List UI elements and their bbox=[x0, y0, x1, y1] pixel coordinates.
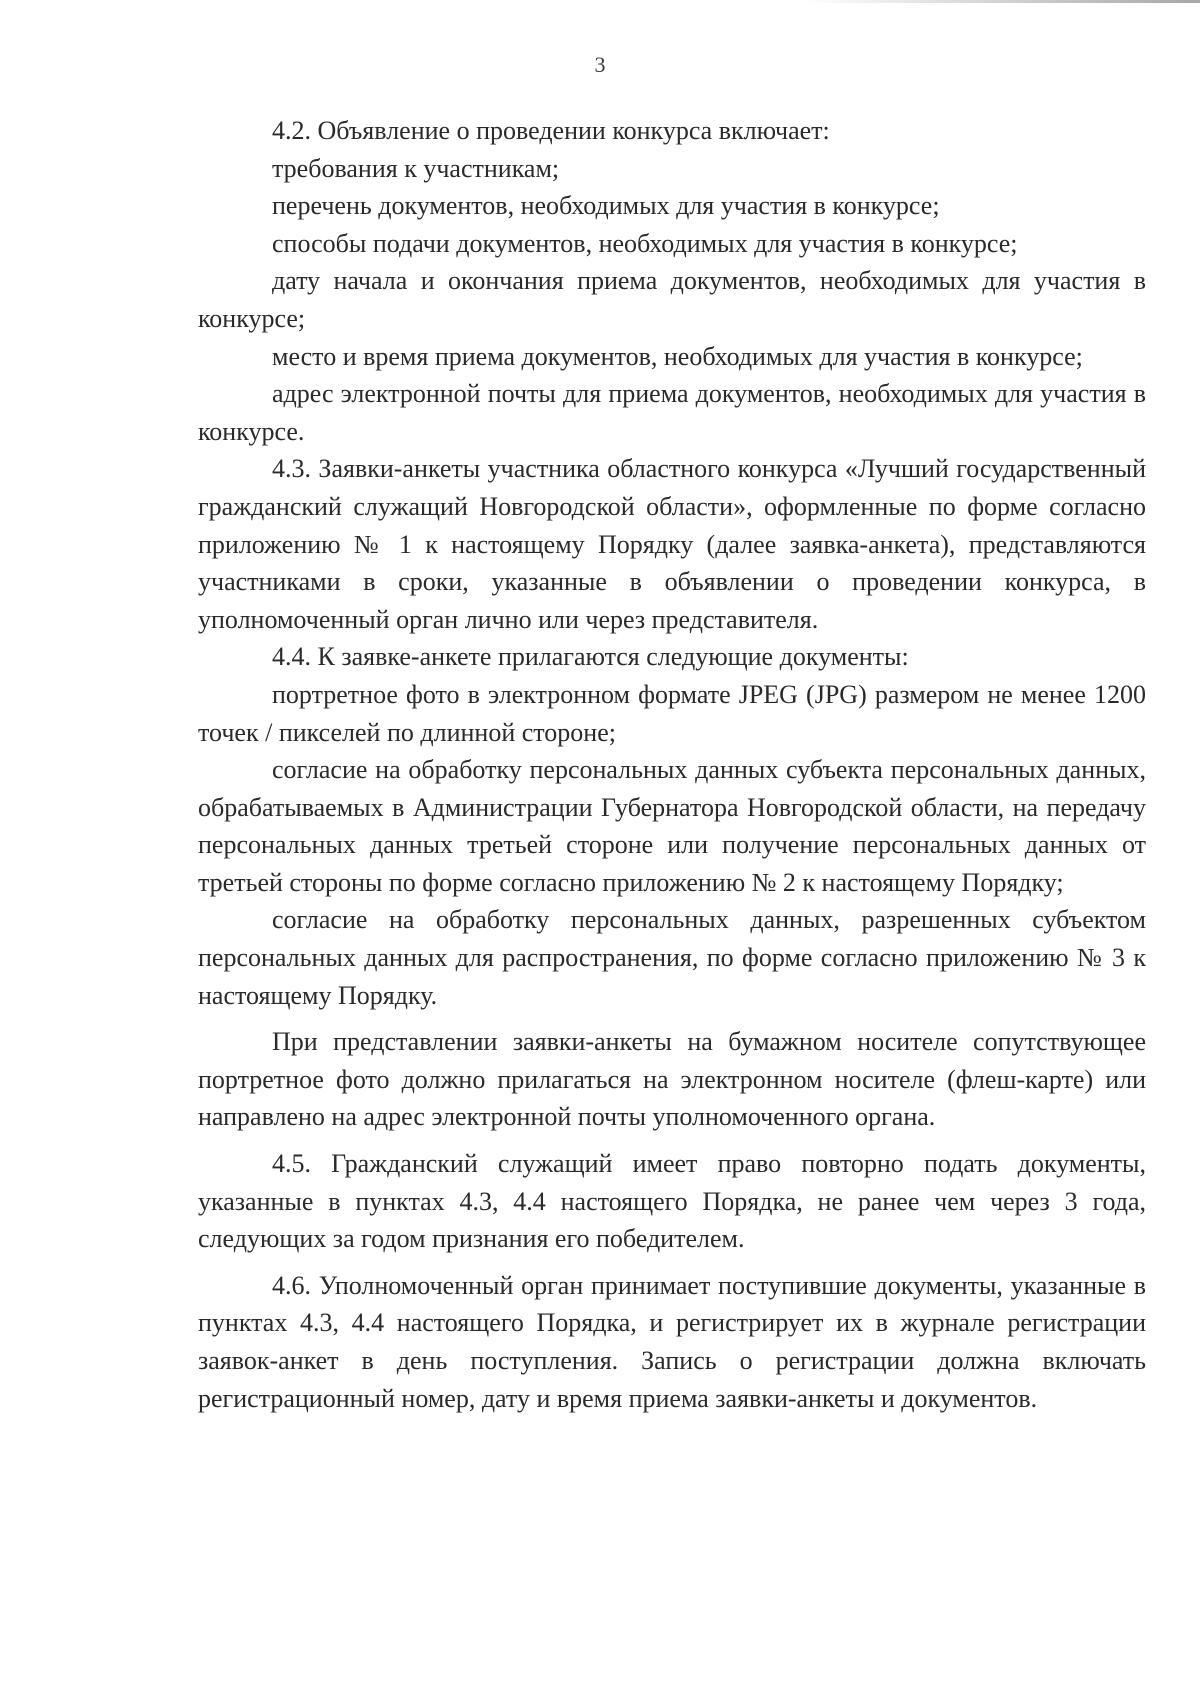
paragraph-4-6: 4.6. Уполномоченный орган принимает поступившие документы, указанные в пунктах 4.3, 4.4 настоящего Порядка, и регистрирует их в журнале регистрации заявок-анкет в день поступления. Запись о регистрации должна включать регистрационный номер, дату и время приема заявки-анкеты и документов. bbox=[198, 1270, 1146, 1413]
list-item-photo: портретное фото в электронном формате JPEG (JPG) размером не менее 1200 точек / пикселей по длинной стороне; bbox=[198, 679, 1146, 747]
list-item-dates: дату начала и окончания приема документов, необходимых для участия в конкурсе; bbox=[198, 266, 1146, 333]
list-item-consent-processing: согласие на обработку персональных данных субъекта персональных данных, обрабатываемых в Администрации Губернатора Новгородской области, на передачу персональных данных третьей стороне или получение персональных данных от третьей стороны по форме согласно приложению № 2 к настоящему Порядку; bbox=[198, 755, 1146, 897]
list-item-document-list: перечень документов, необходимых для участия в конкурсе; bbox=[272, 191, 940, 221]
page-number: 3 bbox=[594, 52, 606, 77]
list-item-consent-distribution: согласие на обработку персональных данных, разрешенных субъектом персональных данных для распространения, по форме согласно приложению № 3 к настоящему Порядку. bbox=[198, 905, 1146, 1010]
paragraph-4-2: 4.2. Объявление о проведении конкурса включает: bbox=[272, 116, 830, 145]
paragraph-paper-submission: При представлении заявки-анкеты на бумажном носителе сопутствующее портретное фото должно прилагаться на электронном носителе (флеш-карте) или направлено на адрес электронной почты уполномоченного органа. bbox=[198, 1027, 1146, 1132]
paragraph-4-3: 4.3. Заявки-анкеты участника областного конкурса «Лучший государственный гражданский служащий Новгородской области», оформленные по форме согласно приложению № 1 к настоящему Порядку (далее заявка-анкета), представляются участниками в сроки, указанные в объявлении о проведении конкурса, в уполномоченный орган лично или через представителя. bbox=[198, 454, 1146, 634]
list-item-place-time: место и время приема документов, необходимых для участия в конкурсе; bbox=[272, 341, 1083, 371]
list-item-email: адрес электронной почты для приема документов, необходимых для участия в конкурсе. bbox=[198, 379, 1146, 446]
paragraph-4-4: 4.4. К заявке-анкете прилагаются следующие документы: bbox=[272, 642, 909, 672]
list-item-requirements: требования к участникам; bbox=[272, 153, 560, 183]
list-item-submission-methods: способы подачи документов, необходимых для участия в конкурсе; bbox=[272, 228, 1018, 258]
scan-edge-shadow bbox=[800, 0, 1200, 3]
document-body bbox=[198, 112, 1146, 1417]
paragraph-4-5: 4.5. Гражданский служащий имеет право повторно подать документы, указанные в пунктах 4.3, 4.4 настоящего Порядка, не ранее чем через 3 года, следующих за годом признания его победителем. bbox=[198, 1149, 1146, 1254]
